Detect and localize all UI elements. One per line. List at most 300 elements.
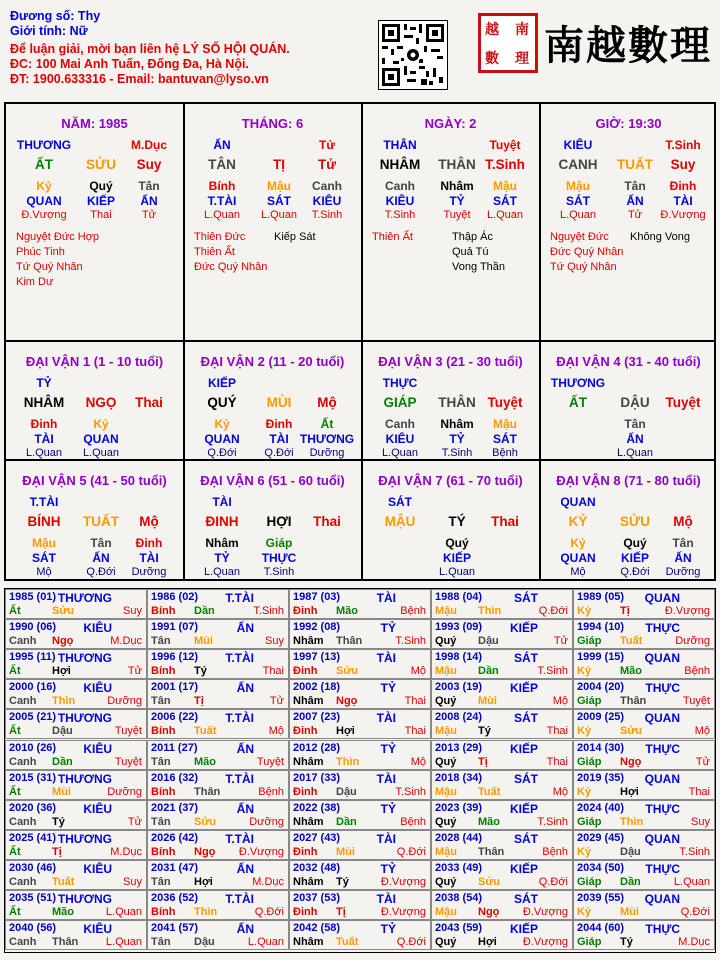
year-label: 1990 (06) — [9, 621, 57, 634]
year-shen: ẤN — [236, 621, 254, 636]
dai-van-r3-value: Giáp — [265, 536, 293, 550]
dai-van-r4-value: SÁT — [493, 432, 517, 446]
year-stem: Tân — [151, 635, 171, 648]
year-detail — [432, 816, 572, 830]
year-label: 2042 (58) — [293, 922, 341, 935]
dai-van-r5-value: Q.Đới — [264, 447, 294, 459]
pillar-r3-value: Tân — [138, 179, 160, 193]
year-label: 2003 (19) — [435, 681, 483, 694]
year-detail — [574, 876, 714, 890]
year-label: 1988 (04) — [435, 591, 483, 603]
year-cell[interactable] — [5, 679, 147, 709]
year-cell[interactable] — [573, 740, 715, 770]
year-cell[interactable] — [431, 679, 573, 709]
year-stem: Giáp — [577, 875, 602, 888]
pillar-r4-value: TÀI — [673, 194, 693, 208]
year-phase: Đ.Vượng — [238, 845, 284, 858]
year-branch: Mão — [52, 906, 74, 918]
year-label: 2014 (30) — [577, 741, 625, 754]
year-stem: Canh — [9, 755, 37, 768]
year-shen: ẤN — [236, 922, 254, 937]
year-detail — [6, 816, 146, 830]
pillar-r3-value: Canh — [385, 179, 415, 193]
year-cell[interactable] — [5, 649, 147, 679]
pillar-r3-value: Bính — [208, 179, 236, 193]
year-branch: Mão — [194, 755, 216, 768]
year-phase: Dưỡng — [675, 635, 710, 648]
dai-van-r2-value: HỢI — [266, 514, 292, 529]
address-line: ĐC: 100 Mai Anh Tuấn, Đống Đa, Hà Nội. — [10, 57, 249, 71]
year-cell[interactable] — [289, 740, 431, 770]
pillar-r5-value: Đ.Vượng — [660, 209, 706, 221]
year-shen: KIẾP — [509, 621, 538, 636]
pillar-r3-value: Canh — [312, 179, 342, 193]
dai-van-r4-value: QUAN — [560, 551, 596, 565]
year-shen: KIẾP — [509, 922, 538, 937]
dai-van-r2-value: SỬU — [620, 514, 650, 529]
year-label: 2030 (46) — [9, 861, 57, 874]
pillar-r3-value: Quý — [89, 179, 113, 193]
dai-van-panel — [4, 340, 716, 581]
year-cell[interactable] — [147, 770, 289, 800]
dai-van-r2-value: KỶ — [568, 514, 588, 529]
year-cell[interactable] — [431, 589, 573, 619]
year-branch: Dậu — [194, 936, 215, 949]
year-phase: Tuyệt — [256, 755, 284, 768]
year-cell[interactable] — [289, 800, 431, 830]
year-cell[interactable] — [289, 589, 431, 619]
year-label: 2015 (31) — [9, 771, 57, 784]
dai-van-r4-value: QUAN — [83, 432, 119, 446]
year-label: 2041 (57) — [151, 922, 199, 935]
year-phase: Thai — [546, 755, 568, 768]
year-shen: QUAN — [644, 651, 680, 666]
year-branch: Dần — [620, 875, 641, 888]
year-label: 2029 (45) — [577, 831, 625, 844]
year-shen: QUAN — [644, 892, 680, 906]
dai-van-title: ĐẠI VẬN 5 (41 - 50 tuổi) — [22, 473, 167, 488]
year-cell[interactable] — [5, 830, 147, 860]
year-phase: Bệnh — [258, 785, 284, 798]
year-stem: Ất — [9, 725, 21, 738]
pillar-r2-value: TỊ — [273, 157, 285, 172]
year-cell[interactable] — [573, 830, 715, 860]
pillar-phase-top: Tử — [318, 138, 336, 152]
year-cell[interactable] — [289, 679, 431, 709]
year-phase: Đ.Vượng — [380, 875, 426, 888]
year-cell[interactable] — [573, 619, 715, 649]
dai-van-r2-value: QUÝ — [207, 395, 237, 410]
pillar-r2-value: SỬU — [86, 157, 116, 172]
pillar-r4-value: T.TÀI — [207, 194, 237, 208]
year-cell[interactable] — [431, 770, 573, 800]
pillar-r4-value: KIÊU — [312, 194, 342, 208]
year-stem: Nhâm — [293, 635, 324, 648]
dai-van-r2-value: Mộ — [673, 514, 693, 529]
year-detail — [148, 665, 288, 679]
pillar-r4-value: SÁT — [267, 194, 291, 208]
year-stem: Mậu — [435, 845, 457, 858]
dai-van-r2-value: MÙI — [266, 395, 292, 410]
year-label: 2024 (40) — [577, 801, 625, 814]
year-cell[interactable] — [5, 740, 147, 770]
year-branch: Hợi — [336, 725, 355, 738]
year-detail — [6, 936, 146, 950]
year-detail — [148, 725, 288, 739]
year-detail — [432, 846, 572, 860]
year-shen: THỰC — [645, 801, 680, 816]
year-cell[interactable] — [573, 589, 715, 619]
year-cell[interactable] — [573, 709, 715, 739]
dai-van-title: ĐẠI VẬN 8 (71 - 80 tuổi) — [556, 473, 701, 488]
year-branch: Tị — [52, 845, 62, 858]
year-cell[interactable] — [431, 740, 573, 770]
year-shen: SÁT — [514, 591, 538, 605]
pillar-cell — [6, 104, 183, 340]
dai-van-r3-value: Mậu — [493, 417, 517, 431]
year-cell[interactable] — [5, 619, 147, 649]
year-cell[interactable] — [289, 619, 431, 649]
year-stem: Kỷ — [577, 605, 592, 617]
year-label: 1992 (08) — [293, 621, 341, 634]
year-detail — [574, 816, 714, 830]
year-detail — [6, 665, 146, 679]
year-phase: Tuyệt — [114, 725, 142, 738]
year-shen: T.TÀI — [225, 651, 254, 666]
year-label: 2012 (28) — [293, 741, 341, 754]
dai-van-r5-value: L.Quan — [25, 447, 63, 459]
year-cell[interactable] — [147, 800, 289, 830]
year-label: 2002 (18) — [293, 681, 341, 694]
year-cell[interactable] — [147, 709, 289, 739]
year-phase: Mộ — [552, 785, 568, 798]
year-phase: Thai — [404, 725, 426, 738]
logo-title: 南越數理 — [544, 22, 712, 69]
year-cell[interactable] — [289, 890, 431, 920]
year-cell[interactable] — [289, 770, 431, 800]
year-phase: Q.Đới — [254, 906, 284, 918]
year-branch: Mão — [336, 605, 358, 617]
year-label: 2033 (49) — [435, 861, 483, 874]
year-label: 2006 (22) — [151, 711, 199, 724]
pillar-r4-value: KIÊU — [385, 194, 415, 208]
dai-van-r4-value: TÀI — [34, 432, 54, 446]
year-stem: Bính — [151, 845, 176, 858]
year-phase: Dưỡng — [249, 815, 284, 828]
dai-van-shen: KIẾP — [207, 376, 236, 390]
pillar-r4-value: ẤN — [140, 194, 158, 208]
year-detail — [574, 635, 714, 649]
year-detail — [148, 816, 288, 830]
dai-van-cell — [6, 342, 183, 459]
pillar-r5-value: Tử — [627, 209, 643, 221]
pillar-r2-value: Suy — [670, 157, 696, 172]
year-detail — [574, 936, 714, 950]
year-detail — [290, 906, 430, 920]
dai-van-cell — [362, 461, 539, 578]
year-branch: Ngọ — [620, 755, 642, 768]
pillar-title: THÁNG: 6 — [241, 116, 304, 131]
dai-van-r2-value: Tuyệt — [665, 395, 701, 410]
year-stem: Giáp — [577, 936, 602, 949]
year-cell[interactable] — [5, 800, 147, 830]
year-cell[interactable] — [289, 860, 431, 890]
year-detail — [6, 906, 146, 920]
year-phase: Suy — [123, 875, 142, 888]
year-cell[interactable] — [289, 920, 431, 950]
year-stem: Tân — [151, 755, 171, 768]
year-branch: Dần — [478, 665, 499, 678]
pillar-shen-top: THƯƠNG — [16, 138, 72, 152]
year-cell[interactable] — [573, 649, 715, 679]
year-label: 2037 (53) — [293, 892, 341, 904]
year-stem: Bính — [151, 665, 176, 678]
year-cell[interactable] — [5, 709, 147, 739]
year-branch: Sửu — [336, 665, 359, 678]
dai-van-shen: SÁT — [388, 495, 412, 509]
star-right: Không Vong — [630, 231, 690, 243]
year-detail — [148, 635, 288, 649]
year-shen: SÁT — [514, 711, 538, 726]
year-branch: Tị — [194, 695, 204, 708]
dai-van-r4-value: TỶ — [214, 551, 230, 565]
year-label: 2023 (39) — [435, 801, 483, 814]
year-stem: Ất — [9, 906, 21, 918]
dai-van-r3-value: Kỷ — [93, 417, 109, 431]
year-phase: Suy — [123, 605, 142, 617]
year-shen: KIÊU — [83, 681, 112, 696]
year-branch: Mão — [620, 665, 642, 678]
dai-van-r3-value: Kỷ — [570, 536, 586, 550]
year-stem: Nhâm — [293, 815, 324, 828]
year-phase: Mộ — [410, 665, 426, 678]
year-cell[interactable] — [147, 589, 289, 619]
star-left: Thiên Ất — [194, 246, 235, 258]
year-detail — [432, 665, 572, 679]
year-cell[interactable] — [5, 920, 147, 950]
dai-van-r2-value: MẬU — [384, 514, 416, 529]
year-label: 1985 (01) — [9, 591, 57, 603]
pillar-r3-value: Tân — [624, 179, 646, 193]
year-detail — [432, 635, 572, 649]
year-detail — [148, 936, 288, 950]
dai-van-shen: THỰC — [382, 376, 418, 390]
year-stem: Tân — [151, 875, 171, 888]
year-shen: KIÊU — [83, 922, 112, 937]
year-branch: Mùi — [478, 695, 497, 708]
year-cell[interactable] — [431, 860, 573, 890]
star-left: Tứ Quý Nhân — [16, 261, 83, 273]
star-right: Kiếp Sát — [274, 231, 316, 243]
pillar-title: GIỜ: 19:30 — [595, 116, 662, 131]
year-stem: Bính — [151, 605, 176, 617]
year-branch: Tý — [194, 665, 207, 678]
year-cell[interactable] — [573, 770, 715, 800]
pillar-phase-top: T.Sinh — [665, 138, 701, 152]
year-label: 2038 (54) — [435, 892, 483, 904]
year-label: 1993 (09) — [435, 621, 483, 634]
year-phase: Tử — [127, 815, 142, 828]
year-cell[interactable] — [431, 920, 573, 950]
year-detail — [574, 756, 714, 770]
year-label: 1996 (12) — [151, 651, 199, 664]
year-cell[interactable] — [147, 679, 289, 709]
year-shen: ẤN — [236, 681, 254, 696]
year-cell[interactable] — [147, 890, 289, 920]
year-shen: KIẾP — [509, 741, 538, 756]
year-cell[interactable] — [147, 830, 289, 860]
year-cell[interactable] — [573, 920, 715, 950]
year-cell[interactable] — [431, 890, 573, 920]
year-cell[interactable] — [5, 890, 147, 920]
year-branch: Tuất — [52, 875, 75, 888]
dai-van-cell — [540, 342, 717, 459]
year-phase: Bệnh — [542, 845, 568, 858]
year-branch: Mùi — [194, 635, 213, 648]
year-phase: Mộ — [552, 695, 568, 708]
contact-line: Để luận giải, mời bạn liên hệ LÝ SỐ HỘI QUÁN. — [10, 42, 290, 56]
year-shen: TÀI — [376, 591, 396, 605]
dai-van-r4-value: QUAN — [204, 432, 240, 446]
year-branch: Thìn — [52, 695, 76, 708]
year-phase: L.Quan — [105, 936, 142, 949]
year-branch: Dậu — [620, 845, 641, 858]
year-phase: Bệnh — [400, 605, 426, 617]
year-branch: Dậu — [52, 725, 73, 738]
year-cell[interactable] — [5, 770, 147, 800]
year-cell[interactable] — [573, 800, 715, 830]
dai-van-r2-value: Tuyệt — [487, 395, 523, 410]
year-detail — [6, 876, 146, 890]
year-cell[interactable] — [147, 619, 289, 649]
year-stem: Đinh — [293, 845, 318, 858]
dai-van-r4-value: SÁT — [32, 551, 56, 565]
year-phase: Đ.Vượng — [522, 936, 568, 949]
dai-van-r4-value: ẤN — [92, 551, 110, 565]
year-branch: Tị — [478, 755, 488, 768]
pillar-r2-value: Tử — [317, 157, 337, 172]
year-label: 2009 (25) — [577, 711, 625, 724]
year-cell[interactable] — [431, 830, 573, 860]
dai-van-r2-value: Thai — [313, 514, 341, 529]
dai-van-title: ĐẠI VẬN 2 (11 - 20 tuổi) — [200, 354, 345, 369]
dai-van-title: ĐẠI VẬN 1 (1 - 10 tuổi) — [25, 354, 164, 369]
dai-van-r5-value: Bệnh — [492, 447, 518, 459]
year-label: 2025 (41) — [9, 831, 57, 844]
pillar-r4-value: QUAN — [26, 194, 62, 208]
year-detail — [290, 695, 430, 709]
year-detail — [290, 786, 430, 800]
year-cell[interactable] — [147, 649, 289, 679]
year-detail — [6, 786, 146, 800]
year-cell[interactable] — [5, 589, 147, 619]
year-shen: SÁT — [514, 892, 538, 906]
year-label: 2034 (50) — [577, 861, 625, 874]
year-stem: Nhâm — [293, 936, 324, 949]
dai-van-r5-value: T.Sinh — [263, 566, 295, 578]
year-cell[interactable] — [289, 649, 431, 679]
year-label: 1998 (14) — [435, 651, 483, 664]
year-stem: Ất — [9, 845, 21, 858]
year-phase: T.Sinh — [679, 845, 710, 858]
year-cell[interactable] — [431, 709, 573, 739]
year-phase: Q.Đới — [538, 875, 568, 888]
year-phase: M.Dục — [110, 845, 142, 858]
year-branch: Mùi — [336, 845, 355, 858]
year-stem: Mậu — [435, 725, 457, 738]
dai-van-r2-value: THÂN — [438, 395, 476, 410]
year-stem: Đinh — [293, 725, 318, 738]
year-cell[interactable] — [573, 890, 715, 920]
year-detail — [290, 635, 430, 649]
year-branch: Thân — [336, 635, 363, 648]
year-branch: Mùi — [620, 906, 639, 918]
dai-van-shen: TÀI — [212, 495, 232, 509]
year-detail — [290, 605, 430, 619]
year-phase: Suy — [691, 815, 710, 828]
dai-van-r3-value: Đinh — [265, 417, 293, 431]
year-cell[interactable] — [147, 740, 289, 770]
year-shen: THỰC — [645, 621, 680, 636]
year-detail — [574, 725, 714, 739]
year-stem: Kỷ — [577, 785, 592, 798]
year-stem: Mậu — [435, 906, 457, 918]
pillar-phase-top: M.Dục — [131, 138, 167, 152]
year-branch: Thìn — [478, 605, 502, 617]
year-branch: Sửu — [478, 875, 501, 888]
year-shen: T.TÀI — [225, 711, 254, 726]
year-detail — [290, 816, 430, 830]
year-label: 2021 (37) — [151, 801, 199, 814]
star-right: Thập Ác — [452, 231, 493, 243]
qr-code[interactable] — [378, 20, 448, 90]
year-cell[interactable] — [573, 679, 715, 709]
dai-van-r4-value: ẤN — [626, 432, 644, 446]
year-phase: Dưỡng — [107, 695, 142, 708]
year-detail — [432, 936, 572, 950]
year-cell[interactable] — [431, 800, 573, 830]
star-left: Đức Quý Nhân — [194, 261, 268, 273]
seal-stamp — [478, 13, 538, 73]
year-phase: Tử — [553, 635, 568, 648]
year-label: 2026 (42) — [151, 831, 199, 844]
year-stem: Canh — [9, 936, 37, 949]
year-stem: Đinh — [293, 605, 318, 617]
dai-van-title: ĐẠI VẬN 6 (51 - 60 tuổi) — [200, 473, 345, 488]
year-cell[interactable] — [431, 619, 573, 649]
year-cell[interactable] — [289, 709, 431, 739]
dai-van-r4-value: TÀI — [139, 551, 159, 565]
dai-van-r2-value: DẬU — [620, 395, 650, 410]
year-cell[interactable] — [147, 860, 289, 890]
dai-van-r4-value: TỶ — [449, 432, 465, 446]
dai-van-r3-value: Ất — [320, 417, 334, 431]
year-phase: Thai — [262, 665, 284, 678]
year-cell[interactable] — [573, 860, 715, 890]
year-shen: ẤN — [236, 741, 254, 756]
dai-van-r2-value: Mộ — [317, 395, 337, 410]
year-cell[interactable] — [431, 649, 573, 679]
year-phase: Tuyệt — [682, 695, 710, 708]
year-cell[interactable] — [289, 830, 431, 860]
year-cell[interactable] — [5, 860, 147, 890]
pillar-r2-value: Suy — [136, 157, 162, 172]
year-branch: Ngọ — [52, 635, 74, 648]
pillar-r2-value: TUẤT — [617, 157, 653, 172]
year-label: 2022 (38) — [293, 801, 341, 814]
year-cell[interactable] — [147, 920, 289, 950]
year-shen: THỰC — [645, 741, 680, 756]
